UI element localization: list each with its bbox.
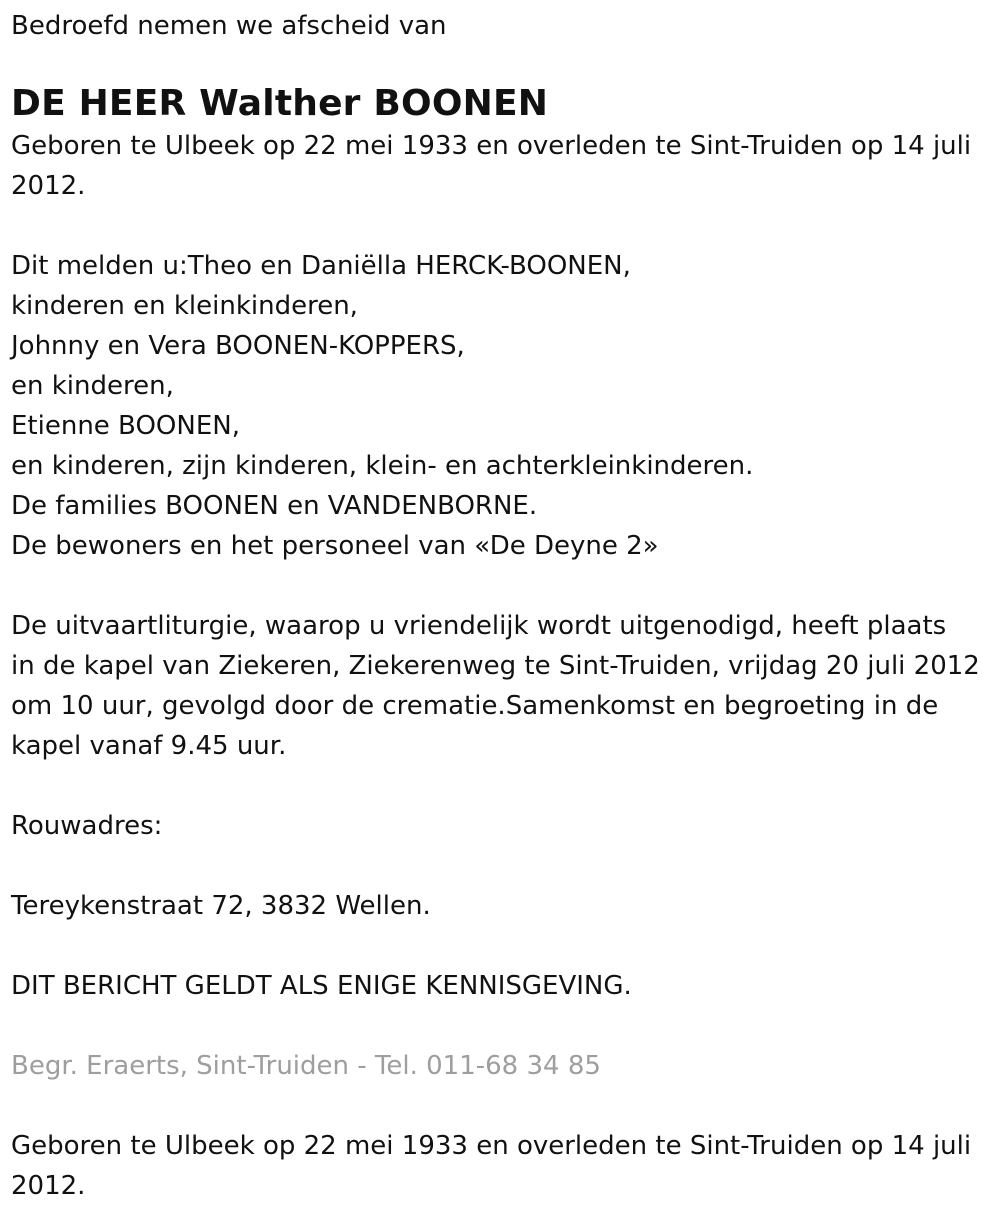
family-line: kinderen en kleinkinderen, [11,291,358,321]
ceremony-line: kapel vanaf 9.45 uur. [11,731,287,761]
spacer [11,926,991,966]
spacer [11,846,991,886]
family-line: De bewoners en het personeel van «De Deyne 2» [11,531,659,561]
intro-text: Bedroefd nemen we afscheid van [11,11,447,41]
spacer [11,1006,991,1046]
spacer [11,766,991,806]
footer-birth-death-line-2: 2012. [11,1171,86,1201]
ceremony-line: om 10 uur, gevolgd door de crematie.Samenkomst en begroeting in de [11,691,939,721]
family-list [11,246,991,566]
family-line: en kinderen, [11,371,174,401]
spacer [11,566,991,606]
ceremony-paragraph [11,606,991,766]
address-label: Rouwadres: [11,811,163,841]
ceremony-line: De uitvaartliturgie, waarop u vriendelijk wordt uitgenodigd, heeft plaats [11,611,947,641]
birth-death-line-1: Geboren te Ulbeek op 22 mei 1933 en overleden te Sint-Truiden op 14 juli [11,131,972,161]
family-line: De families BOONEN en VANDENBORNE. [11,491,538,521]
family-line: Johnny en Vera BOONEN-KOPPERS, [11,331,465,361]
undertaker-contact: Begr. Eraerts, Sint-Truiden - Tel. 011-68 34 85 [11,1051,601,1081]
birth-death-line-2: 2012. [11,171,86,201]
family-line: en kinderen, zijn kinderen, klein- en achterkleinkinderen. [11,451,754,481]
family-line: Dit melden u:Theo en Daniëlla HERCK-BOONEN, [11,251,631,281]
footer-birth-death-line-1: Geboren te Ulbeek op 22 mei 1933 en overleden te Sint-Truiden op 14 juli [11,1131,972,1161]
spacer [11,206,991,246]
ceremony-line: in de kapel van Ziekeren, Ziekerenweg te Sint-Truiden, vrijdag 20 juli 2012 [11,651,980,681]
sole-notice: DIT BERICHT GELDT ALS ENIGE KENNISGEVING. [11,971,632,1001]
deceased-name: DE HEER Walther BOONEN [11,83,549,124]
spacer [11,1086,991,1126]
mourning-address: Tereykenstraat 72, 3832 Wellen. [11,891,431,921]
family-line: Etienne BOONEN, [11,411,240,441]
